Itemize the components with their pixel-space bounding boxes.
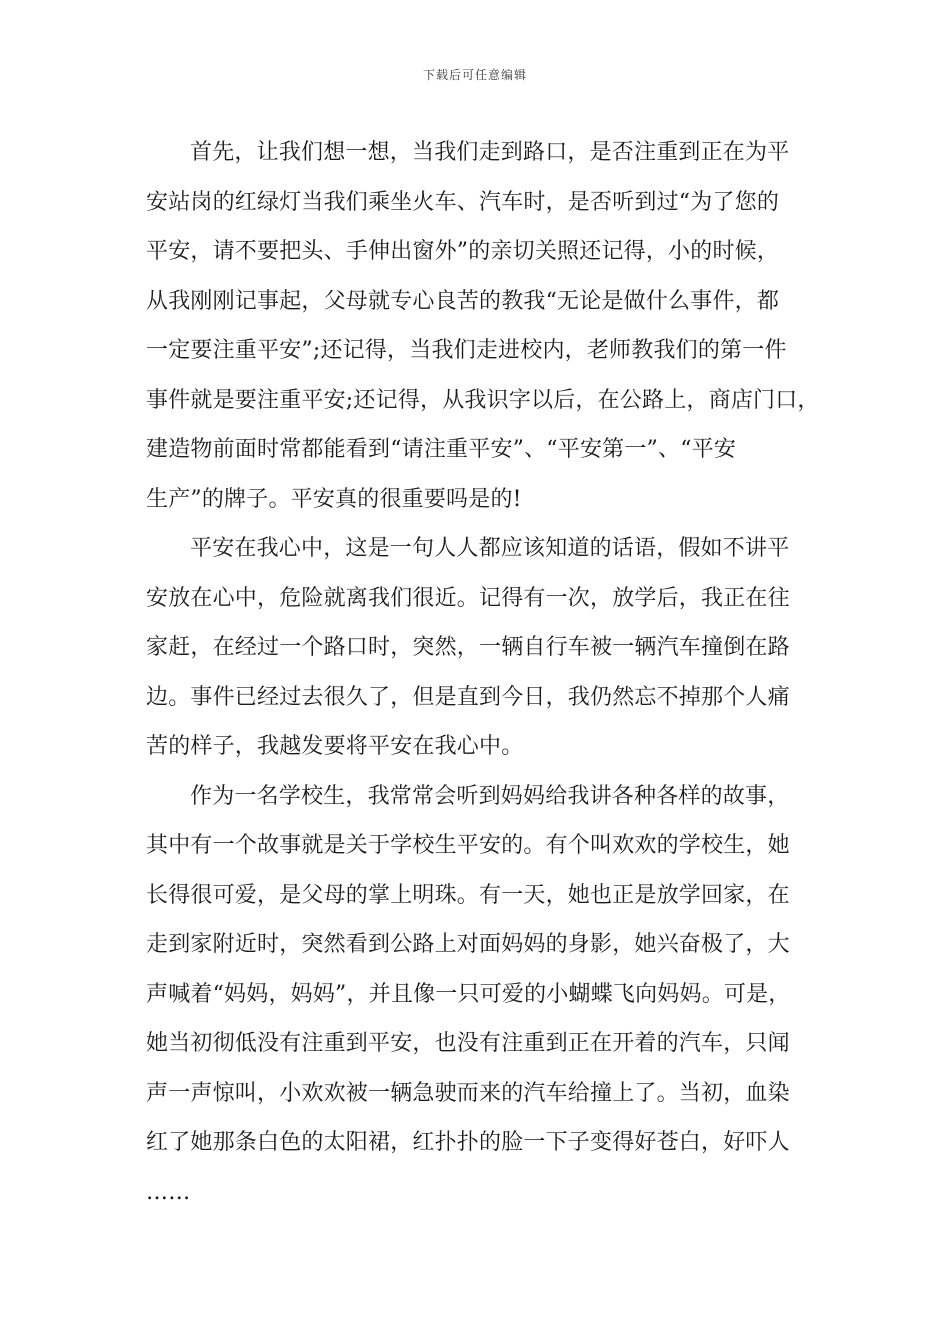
text-line: 家赶，在经过一个路口时，突然，一辆自行车被一辆汽车撞倒在路	[146, 635, 790, 660]
text-line: 从我刚刚记事起，父母就专心良苦的教我“无论是做什么事件，都	[146, 288, 780, 314]
text-line: ……	[146, 1179, 191, 1205]
text-line: 她当初彻低没有注重到平安，也没有注重到正在开着的汽车，只闻	[146, 1031, 790, 1056]
text-line: 安放在心中，危险就离我们很近。记得有一次，放学后，我正在往	[146, 585, 790, 611]
text-line: 苦的样子，我越发要将平安在我心中。	[146, 734, 524, 759]
text-line: 边。事件已经过去很久了，但是直到今日，我仍然忘不掉那个人痛	[146, 684, 790, 710]
text-line: 一定要注重平安”;还记得，当我们走进校内，老师教我们的第一件	[146, 338, 787, 363]
text-line: 走到家附近时，突然看到公路上对面妈妈的身影，她兴奋极了，大	[146, 932, 790, 957]
page-header: 下载后可任意编辑	[422, 68, 527, 82]
text-line: 建造物前面时常都能看到“请注重平安”、“平安第一”、“平安	[146, 437, 737, 462]
text-line: 红了她那条白色的太阳裙，红扑扑的脸一下子变得好苍白，好吓人	[146, 1130, 790, 1155]
text-line: 生产”的牌子。平安真的很重要吗是的!	[146, 486, 522, 512]
text-line: 安站岗的红绿灯当我们乘坐火车、汽车时，是否听到过“为了您的	[146, 189, 780, 215]
text-line: 长得很可爱，是父母的掌上明珠。有一天，她也正是放学回家，在	[146, 882, 790, 908]
paragraph-3	[146, 772, 826, 1218]
text-line: 平安，请不要把头、手伸出窗外”的亲切关照还记得，小的时候，	[146, 239, 780, 264]
text-line: 作为一名学校生，我常常会听到妈妈给我讲各种各样的故事，	[190, 783, 790, 809]
paragraph-1	[146, 128, 826, 524]
text-line: 声喊着“妈妈，妈妈”，并且像一只可爱的小蝴蝶飞向妈妈。可是，	[146, 981, 791, 1007]
text-line: 平安在我心中，这是一句人人都应该知道的话语，假如不讲平	[190, 536, 790, 561]
document-body	[146, 128, 826, 1217]
text-line: 声一声惊叫，小欢欢被一辆急驶而来的汽车给撞上了。当初，血染	[146, 1080, 790, 1106]
paragraph-2	[146, 524, 826, 772]
text-line: 其中有一个故事就是关于学校生平安的。有个叫欢欢的学校生，她	[146, 833, 790, 858]
text-line: 首先，让我们想一想，当我们走到路口，是否注重到正在为平	[190, 140, 790, 165]
text-line: 事件就是要注重平安;还记得，从我识字以后，在公路上，商店门口，	[146, 387, 820, 413]
